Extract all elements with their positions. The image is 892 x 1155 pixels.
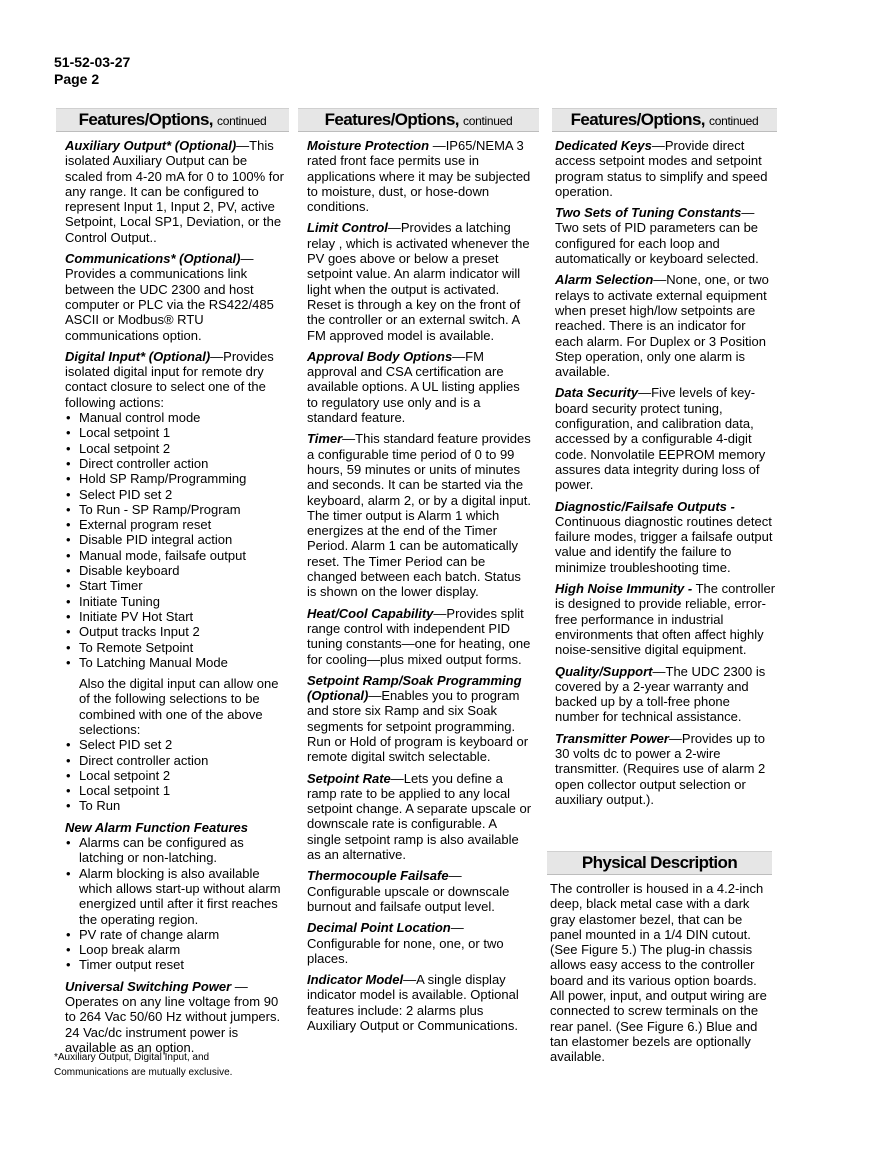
banner-continued: continued [217, 114, 267, 128]
approval-paragraph [307, 349, 533, 425]
banner-continued: continued [463, 114, 513, 128]
list-item: • Direct controller action [65, 456, 285, 471]
alarm-selection-title: Alarm Selection [555, 272, 654, 288]
banner-title: Features/Options, [78, 110, 213, 129]
list-item: • Local setpoint 1 [65, 425, 285, 440]
digital-input-list [65, 410, 285, 670]
limit-control-paragraph [307, 220, 533, 342]
timer-paragraph [307, 431, 533, 599]
list-item: • Timer output reset [65, 957, 285, 972]
physical-description-banner: Physical Description [547, 851, 772, 875]
physical-description-text: The controller is housed in a 4.2-inch deep, black metal case with a dark gray elastomer bezel, that can be panel mounted in a 1/4 DIN cutout. (See Figure 5.) The plug-in chassis allows easy access to the controller board and its various option boards. All power, input, and output wiring are connected to screw terminals on the rear panel. (See Figure 6.) Blue and tan elastomer bezels are optionally available. [550, 881, 767, 1065]
timer-text: —This standard feature provides a configurable time period of 0 to 99 hours, 59 minutes or units of minutes and seconds. It can be started via the keyboard, alarm 2, or by a digital input. The timer output is Alarm 1 which energizes at the end of the Timer Period. Alarm 1 can be automatically reset. The Timer Period can be changed between each batch. Status is shown on the lower display. [307, 431, 532, 600]
list-item: • Alarm blocking is also available which allows start-up without alarm energized until after it first reaches the operating region. [65, 866, 285, 927]
aux-output-title: Auxiliary Output* (Optional) [65, 138, 237, 153]
list-item: • Local setpoint 1 [65, 783, 285, 798]
indicator-model-title: Indicator Model [307, 972, 404, 988]
setpoint-rate-paragraph [307, 771, 533, 863]
thermocouple-title: Thermocouple Failsafe [307, 868, 449, 884]
list-item: • To Run - SP Ramp/Program [65, 502, 285, 517]
column-2 [307, 108, 533, 1039]
list-item: • Local setpoint 2 [65, 768, 285, 783]
limit-control-text: —Provides a latching relay , which is activated whenever the PV goes above or below a preset setpoint value. An alarm indicator will light when the output is activated. Reset is through a key on the front of the controller or an external switch. A FM approved model is available. [307, 220, 530, 343]
list-item: • To Run [65, 798, 285, 813]
data-security-text: —Five levels of key-board security protect tuning, configuration, and calibration data, accessed by a configurable 4-digit code. Nonvolatile EEPROM memory assures data integrity during loss of power. [555, 385, 766, 493]
column-3 [555, 108, 777, 813]
dedicated-keys-text: —Provide direct access setpoint modes and setpoint program status to simplify and speed operation. [555, 138, 768, 199]
list-item: • Hold SP Ramp/Programming [65, 471, 285, 486]
switching-power-paragraph [65, 979, 285, 1055]
list-item: • Manual control mode [65, 410, 285, 425]
noise-immunity-paragraph [555, 581, 777, 657]
setpoint-rate-text: —Lets you define a ramp rate to be applied to any local setpoint change. A separate upscale or downscale rate is configurable. A single setpoint ramp is also available as an alternative. [307, 770, 532, 863]
page-header [54, 54, 130, 88]
timer-title: Timer [307, 431, 343, 447]
communications-title: Communications* (Optional) [65, 251, 241, 267]
alarm-selection-paragraph [555, 272, 777, 379]
moisture-paragraph [307, 138, 533, 214]
ramp-soak-paragraph [307, 673, 533, 765]
heat-cool-text: —Provides split range control with independent PID tuning constants—one for heating, one for cooling—plus mixed output forms. [307, 605, 531, 667]
list-item: • Loop break alarm [65, 942, 285, 957]
list-item: • Alarms can be configured as latching or non-latching. [65, 835, 285, 866]
physical-description-section [547, 851, 772, 1071]
list-item: • Initiate Tuning [65, 594, 285, 609]
limit-control-title: Limit Control [307, 220, 388, 236]
section-banner [56, 108, 289, 132]
diagnostic-text: Continuous diagnostic routines detect failure modes, trigger a failsafe output value and identify the failure to minimize troubleshooting time. [555, 513, 773, 575]
moisture-text: —IP65/NEMA 3 rated front face permits use in applications where it may be subjected to moisture, dust, or hose-down conditions. [307, 138, 531, 215]
dedicated-keys-title: Dedicated Keys [555, 138, 652, 153]
noise-immunity-title: High Noise Immunity - [555, 581, 693, 597]
noise-immunity-text: The controller is designed to provide reliable, error- free performance in industrial environments that often affect highly noise-sensitive digital equipment. [555, 581, 776, 658]
dedicated-keys-paragraph [555, 138, 777, 199]
digital-input-also-list [65, 737, 285, 813]
alarm-selection-text: —None, one, or two relays to activate external equipment when preset high/low setpoints are reached. There is an indicator for each alarm. For Duplex or 3 Position Step operation, only one alarm is available. [555, 272, 769, 380]
quality-text: —The UDC 2300 is covered by a 2-year warranty and backed up by a toll-free phone number for technical assistance. [555, 663, 766, 725]
alarm-features-list [65, 835, 285, 973]
list-item: • Initiate PV Hot Start [65, 609, 285, 624]
decimal-point-title: Decimal Point Location [307, 920, 451, 936]
list-item: • Select PID set 2 [65, 487, 285, 502]
list-item: • Disable keyboard [65, 563, 285, 578]
list-item: • Direct controller action [65, 753, 285, 768]
aux-output-paragraph [65, 138, 285, 245]
moisture-title: Moisture Protection [307, 138, 430, 153]
list-item: • Manual mode, failsafe output [65, 548, 285, 563]
communications-text: —Provides a communications link between the UDC 2300 and host computer or PLC via the RS422/485 ASCII or Modbus® RTU communications option. [65, 251, 274, 343]
digital-input-text: —Provides isolated digital input for remote dry contact closure to select one of the following actions: [65, 348, 274, 410]
quality-title: Quality/Support [555, 663, 653, 679]
list-item: • Start Timer [65, 578, 285, 593]
heat-cool-paragraph [307, 606, 533, 667]
section-banner [552, 108, 777, 132]
footnote: *Auxiliary Output, Digital Input, and Communications are mutually exclusive. [54, 1052, 233, 1078]
banner-title: Features/Options, [570, 110, 705, 129]
tuning-paragraph [555, 205, 777, 266]
list-item: • PV rate of change alarm [65, 927, 285, 942]
alarm-features-title: New Alarm Function Features [65, 819, 248, 835]
list-item: • To Latching Manual Mode [65, 655, 285, 670]
switching-power-title: Universal Switching Power [65, 978, 232, 994]
transmitter-power-paragraph [555, 731, 777, 807]
data-security-title: Data Security [555, 385, 639, 401]
tuning-text: —Two sets of PID parameters can be configured for each loop and automatically or keyboard selected. [555, 205, 759, 267]
list-item: • Local setpoint 2 [65, 441, 285, 456]
aux-output-text: —This isolated Auxiliary Output can be scaled from 4-20 mA for 0 to 100% for any range. It can be configured to represent Input 1, Input 2, PV, active Setpoint, Local SP1, Deviation, or the Control Output.. [65, 138, 284, 245]
ramp-soak-title: Setpoint Ramp/Soak Programming (Optional) [307, 672, 522, 704]
diagnostic-paragraph [555, 499, 777, 575]
indicator-model-text: —A single display indicator model is available. Optional features include: 2 alarms plus Auxiliary Output or Communications. [307, 972, 519, 1034]
thermocouple-text: —Configurable upscale or downscale burnout and failsafe output level. [307, 868, 510, 914]
digital-input-title: Digital Input* (Optional) [65, 348, 211, 364]
tuning-title: Two Sets of Tuning Constants [555, 205, 742, 221]
list-item: • Output tracks Input 2 [65, 624, 285, 639]
section-banner [298, 108, 539, 132]
quality-paragraph [555, 664, 777, 725]
list-item: • To Remote Setpoint [65, 640, 285, 655]
banner-continued: continued [709, 114, 759, 128]
column-1 [65, 108, 285, 1061]
list-item: • Select PID set 2 [65, 737, 285, 752]
transmitter-power-text: —Provides up to 30 volts dc to power a 2-wire transmitter. (Requires use of alarm 2 open collector output selection or auxiliary output.). [555, 730, 766, 807]
indicator-model-paragraph [307, 972, 533, 1033]
decimal-point-paragraph [307, 920, 533, 966]
heat-cool-title: Heat/Cool Capability [307, 605, 434, 621]
diagnostic-title: Diagnostic/Failsafe Outputs - [555, 498, 735, 514]
ramp-soak-text: —Enables you to program and store six Ramp and six Soak segments for setpoint programming. Run or Hold of program is keyboard or remote digital switch selectable. [307, 688, 529, 765]
banner-title: Features/Options, [324, 110, 459, 129]
approval-title: Approval Body Options [307, 348, 453, 364]
list-item: • Disable PID integral action [65, 532, 285, 547]
data-security-paragraph [555, 385, 777, 492]
digital-input-paragraph [65, 349, 285, 410]
approval-text: —FM approval and CSA certification are available options. A UL listing applies to regulatory use only and is a standard feature. [307, 348, 520, 426]
setpoint-rate-title: Setpoint Rate [307, 770, 391, 786]
digital-input-also-text: Also the digital input can allow one of the following selections to be combined with one of the above selections: [79, 676, 279, 737]
decimal-point-text: —Configurable for none, one, or two places. [307, 920, 504, 966]
communications-paragraph [65, 251, 285, 343]
page-number: Page 2 [54, 71, 100, 87]
document-number: 51-52-03-27 [54, 54, 131, 70]
transmitter-power-title: Transmitter Power [555, 730, 669, 746]
switching-power-text: —Operates on any line voltage from 90 to 264 Vac 50/60 Hz without jumpers. 24 Vac/dc instrument power is available as an option. [65, 978, 281, 1055]
thermocouple-paragraph [307, 868, 533, 914]
list-item: • External program reset [65, 517, 285, 532]
